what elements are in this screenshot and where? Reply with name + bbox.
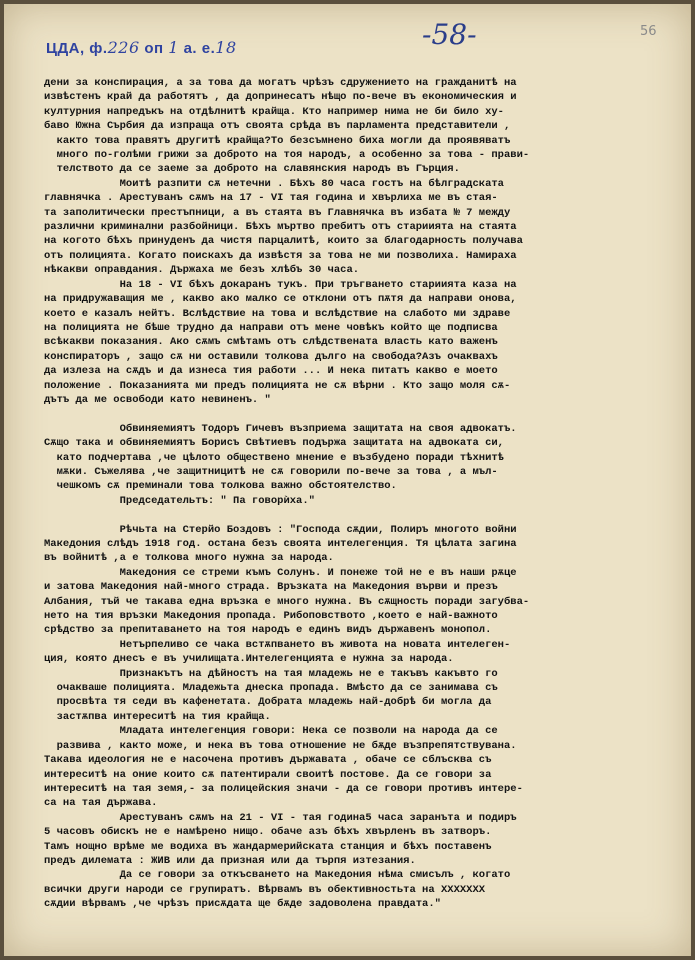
text-line: да излеза на сѫдъ и да изнеса тия работи ... И нека питатъ какво е моето: [44, 365, 498, 378]
text-line: Младата интелегенция говори: Нека се позволи на народа да се: [44, 725, 498, 738]
text-line: и затова Македония най-много страда. Връзката на Македония върви и презъ: [44, 581, 498, 594]
document-page: [4, 4, 691, 956]
ae-label: а. е.: [183, 40, 216, 57]
opis-label: оп: [144, 40, 164, 57]
text-line: Обвиняемиятъ Тодоръ Гичевъ възприема защитата на своя адвокатъ.: [44, 422, 517, 435]
text-line: Сѫщо така и обвиняемиятъ Борисъ Свѣтиевъ подържа защитата на адвоката си,: [44, 437, 504, 450]
text-line: Арестуванъ сѫмъ на 21 - VI - тая година5 часа заранъта и подиръ: [44, 811, 517, 824]
text-line: [44, 407, 694, 421]
ae-number: 18: [215, 38, 237, 57]
text-line: Тамъ нощно врѣме ме водиха въ жандармерийската станция и бѣхъ поставенъ: [44, 840, 492, 853]
archive-stamp: [46, 38, 237, 57]
text-line: застѫпва интереситѣ на тия крайща.: [44, 710, 271, 723]
text-line: интереситѣ на тая земя,- за полицейския значи - да се говори противъ интере-: [44, 782, 523, 795]
text-line: Такава идеология не е насочена противъ държавата , обаче се сблъсква съ: [44, 754, 492, 767]
text-line: като подчертава ,че цѣлото обществено мнение е възбудено поради тѣхнитѣ: [44, 451, 504, 464]
page-number: -58-: [422, 18, 477, 51]
text-line: всички други народи се групиратъ. Вѣрвамъ въ обективностьта на ХХХХХХХ: [44, 883, 486, 896]
text-line: Да се говори за откъсването на Македония нѣма смисълъ , когато: [44, 869, 511, 882]
text-line: Нетърпеливо се чака встѫпването въ живота на новата интелеген-: [44, 638, 511, 651]
text-line: предъ дилемата : ЖИВ или да призная или да търпя изтезания.: [44, 854, 416, 867]
text-line: много по-голѣми грижи за доброто на тоя народъ, а особенно за това - прави-: [44, 149, 530, 162]
text-line: на придружаващия ме , какво ако малко се отклони отъ пѫтя да направи онова,: [44, 293, 517, 306]
text-line: дени за конспирация, а за това да могатъ чрѣзъ сдружението на гражданитѣ на: [44, 77, 517, 89]
text-line: нѣкакви оправдания. Държаха ме безъ хлѣбъ 30 часа.: [44, 264, 360, 277]
text-line: въ войнитѣ ,а е толкова много нужна за народа.: [44, 552, 334, 565]
text-line: телството да се заеме за доброто на славянския народъ въ Гърция.: [44, 163, 460, 176]
text-line: та заполитически престъпници, а въ стаята въ Главнячка въ избата № 7 между: [44, 206, 511, 219]
text-line: срѣдство за препитаването на тоя народъ е единъ видъ държавенъ монопол.: [44, 624, 492, 637]
text-line: Рѣчьта на Стерйо Боздовъ : "Господа сѫдии, Полиръ многото войни: [44, 523, 517, 536]
archive-label: ЦДА, ф.: [46, 40, 108, 57]
text-line: конспираторъ , защо сѫ ни оставили толкова дълго на свобода?Азъ очаквахъ: [44, 350, 498, 363]
text-line: просвѣта тя седи въ кафенетата. Добрата младежь най-добрѣ би могла да: [44, 696, 492, 709]
pencil-page-number: 56: [640, 24, 657, 39]
fond-number: 226: [107, 38, 140, 57]
text-line: сѫдии вѣрвамъ ,че чрѣзъ присѫдата ще бѫде задоволена правдата.": [44, 898, 441, 911]
text-line: както това правятъ другитѣ крайща?То безсъмнено биха могли да проявяватъ: [44, 134, 511, 147]
text-line: всѣкакви показания. Ако сѫмъ смѣтамъ отъ слѣдствената власть като важенъ: [44, 336, 498, 349]
text-line: на полицията не бѣше трудно да направи отъ мене човѣкъ който ще подписва: [44, 321, 498, 334]
text-line: Македония се стреми къмъ Солунъ. И понеже той не е въ наши рѫце: [44, 566, 517, 579]
text-line: дътъ да ме освободи като невиненъ. ": [44, 393, 271, 406]
text-line: Признакътъ на дѣйностъ на тая младежь не е такъвъ какъвто го: [44, 667, 498, 680]
text-line: На 18 - VI бѣхъ докаранъ тукъ. При тръгването стариията каза на: [44, 278, 517, 291]
text-line: са на тая държава.: [44, 797, 158, 810]
text-line: което е казалъ нейтъ. Вслѣдствие на това и вслѣдствие на слабото ми здраве: [44, 307, 511, 320]
text-line: положение . Показанията ми предъ полицията не сѫ вѣрни . Кто защо моля сѫ-: [44, 379, 511, 392]
text-line: Моитѣ разпити сѫ нетечни . Бѣхъ 80 часа гостъ на бѣлградската: [44, 177, 504, 190]
text-line: 5 часовъ обискъ не е намѣрено нищо. обаче азъ бѣхъ хвърленъ въ затворъ.: [44, 826, 492, 839]
text-line: развива , както може, и нека въ това отношение не бѫде възпрепятствувана.: [44, 739, 517, 752]
text-line: главнячка . Арестуванъ сѫмъ на 17 - VI тая година и хвърлиха ме въ стая-: [44, 192, 498, 205]
text-line: очакваше полицията. Младежьта днеска пропада. Вмѣсто да се занимава съ: [44, 682, 498, 695]
text-line: нето на тия връзки Македония пропада. Рибоповството ,което е най-важното: [44, 610, 498, 623]
text-line: [44, 508, 694, 522]
typed-text-body: [44, 76, 694, 912]
text-line: мѫки. Съжелява ,че защитницитѣ не сѫ говорили по-вече за това , а мъл-: [44, 465, 498, 478]
text-line: Албания, тъй че такава една връзка е много нужна. Въ сѫщность поради загубва-: [44, 595, 530, 608]
text-line: на когото бѣхъ принуденъ да чистя парцалитѣ, които за благодарность получава: [44, 235, 523, 248]
text-line: културния напредъкъ на отдѣлнитѣ крайща. Кто например нима не би било ху-: [44, 105, 504, 118]
text-line: интереситѣ на оние които сѫ патентирали своитѣ постове. Да се говори за: [44, 768, 492, 781]
text-line: отъ полицията. Когато поискахъ да извѣстя за това не ми позволиха. Намираха: [44, 249, 517, 262]
text-line: различни криминални разбойници. Бѣхъ мъртво пребитъ отъ стариията на стаята: [44, 221, 517, 234]
text-line: баво Южна Сърбия да изпраща отъ своята срѣда въ парламента представители ,: [44, 120, 511, 133]
text-line: ция, която днесъ е въ училищата.Интелегенцията е нужна за народа.: [44, 653, 454, 666]
text-line: Македония слѣдъ 1918 год. остана безъ своята интелегенция. Тя цѣлата загина: [44, 538, 517, 550]
text-line: Председательтъ: " Па говорѝха.": [44, 494, 315, 507]
text-line: извѣстенъ край да работятъ , да допринесатъ нѣщо по-вече въ економическия и: [44, 91, 517, 104]
text-line: чешкомъ сѫ преминали това толкова важно обстоятелство.: [44, 480, 397, 493]
opis-number: 1: [168, 38, 179, 57]
